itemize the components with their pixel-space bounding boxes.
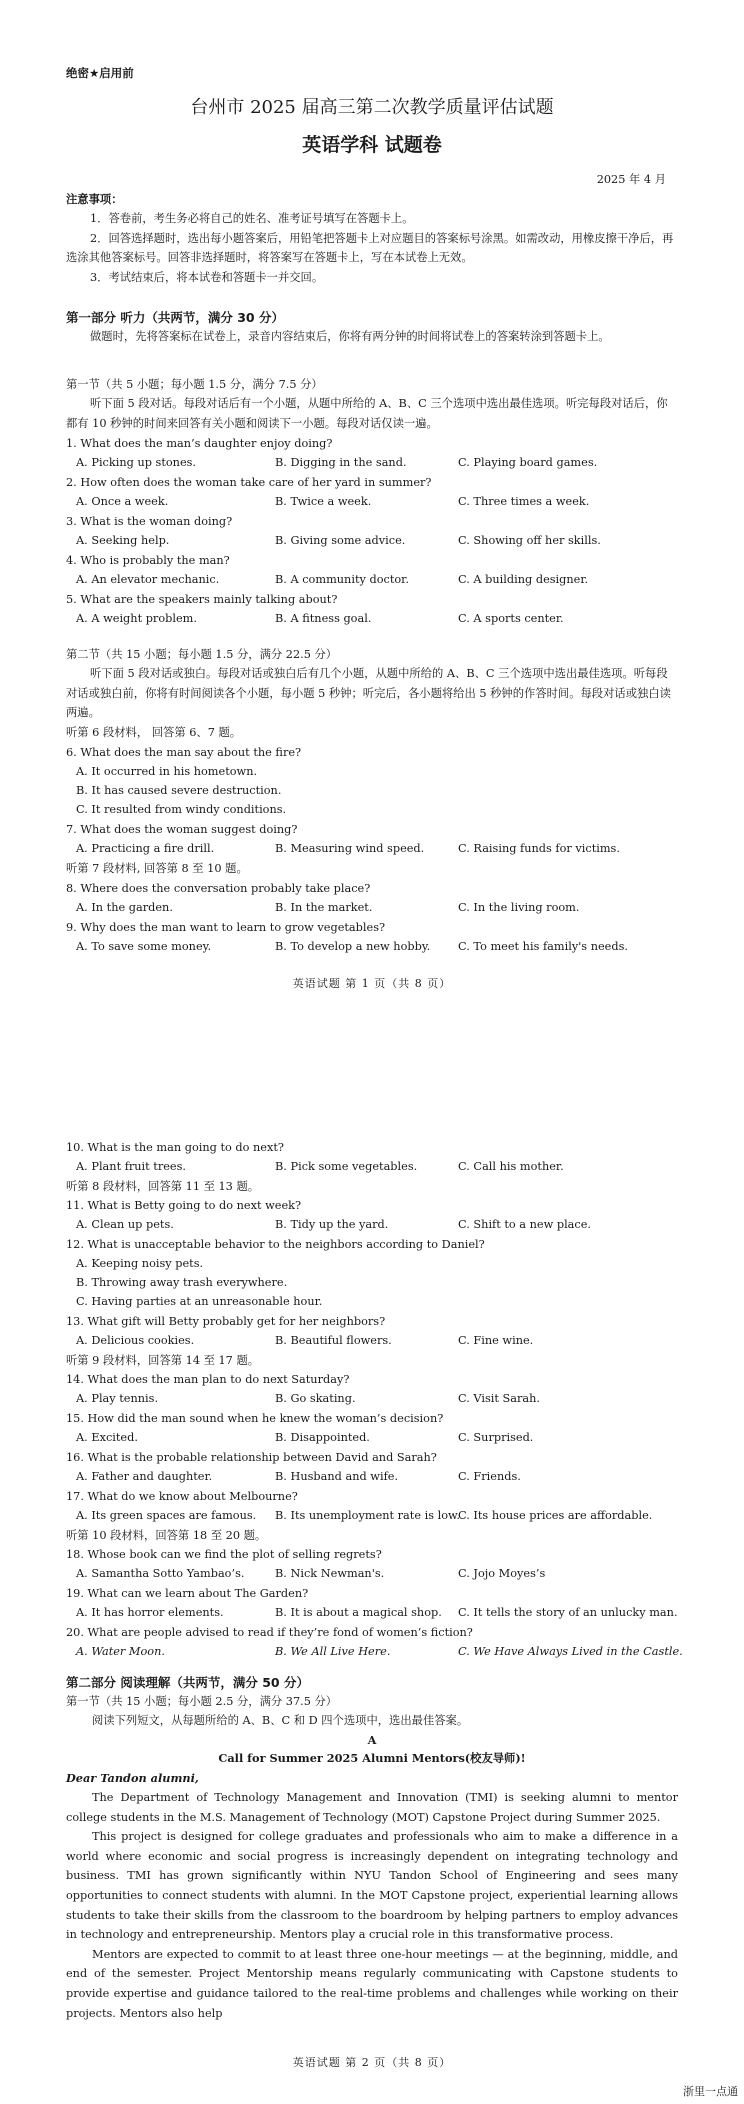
note-item: 1．答卷前，考生务必将自己的姓名、准考证号填写在答题卡上。 — [90, 212, 414, 225]
note-item: 2．回答选择题时，选出每小题答案后，用铅笔把答题卡上对应题目的答案标号涂黑。如需改动，用橡皮擦干净后，再选涂其他答案标号。回答非选择题时，将答案写在答题卡上，写在本试卷上无效。 — [66, 231, 674, 265]
q19-option-c: C. It tells the story of an unlucky man. — [458, 1606, 678, 1619]
q7-option-a: A. Practicing a fire drill. — [76, 842, 215, 855]
q8-option-a: A. In the garden. — [76, 901, 173, 914]
q1-option-b: B. Digging in the sand. — [275, 456, 407, 469]
q9-option-b: B. To develop a new hobby. — [275, 940, 431, 953]
confidential-label: 绝密★启用前 — [66, 66, 134, 80]
material-10-label: 听第 10 段材料，回答第 18 至 20 题。 — [66, 1529, 267, 1542]
q15-option-a: A. Excited. — [76, 1431, 138, 1444]
question-6: 6. What does the man say about the fire? — [66, 746, 302, 759]
q3-option-b: B. Giving some advice. — [275, 534, 406, 547]
q1-option-c: C. Playing board games. — [458, 456, 598, 469]
question-15: 15. How did the man sound when he knew the woman’s decision? — [66, 1412, 444, 1425]
q13-option-a: A. Delicious cookies. — [76, 1334, 195, 1347]
q6-option-c: C. It resulted from windy conditions. — [76, 803, 287, 816]
passage-a-letter: A — [367, 1733, 377, 1747]
question-12: 12. What is unacceptable behavior to the neighbors according to Daniel? — [66, 1238, 485, 1251]
exam-title: 台州市 2025 届高三第二次教学质量评估试题 — [190, 97, 554, 118]
q2-option-c: C. Three times a week. — [458, 495, 590, 508]
question-14: 14. What does the man plan to do next Saturday? — [66, 1373, 350, 1386]
q16-option-c: C. Friends. — [458, 1470, 521, 1483]
passage-paragraph: This project is designed for college graduates and professionals who aim to make a difference in a world where economic and social progress is increasingly dependent on integrating technology and business. TMI has grown significantly within NYU Tandon School of Engineering and sees many opportunities to connect students with alumni. In the MOT Capstone project, experiential learning allows students to take their skills from the classroom to the boardroom by helping partners to employ advances in technology and entrepreneurship. Mentors play a crucial role in this transformative process. — [66, 1830, 678, 1942]
q2-option-b: B. Twice a week. — [275, 495, 372, 508]
q13-option-c: C. Fine wine. — [458, 1334, 534, 1347]
question-11: 11. What is Betty going to do next week? — [66, 1199, 302, 1212]
question-16: 16. What is the probable relationship between David and Sarah? — [66, 1451, 437, 1464]
question-3: 3. What is the woman doing? — [66, 515, 233, 528]
q8-option-b: B. In the market. — [275, 901, 373, 914]
q11-option-a: A. Clean up pets. — [76, 1218, 174, 1231]
question-5: 5. What are the speakers mainly talking about? — [66, 593, 338, 606]
q15-option-c: C. Surprised. — [458, 1431, 534, 1444]
question-17: 17. What do we know about Melbourne? — [66, 1490, 298, 1503]
q6-option-a: A. It occurred in his hometown. — [76, 765, 258, 778]
question-18: 18. Whose book can we find the plot of selling regrets? — [66, 1548, 382, 1561]
q20-option-a: A. Water Moon. — [76, 1645, 165, 1658]
exam-date: 2025 年 4 月 — [596, 173, 666, 186]
exam-subtitle: 英语学科 试题卷 — [302, 134, 442, 156]
section1-instruction: 听下面 5 段对话。每段对话后有一个小题，从题中所给的 A、B、C 三个选项中选出最佳选项。听完每段对话后，你都有 10 秒钟的时间来回答有关小题和阅读下一小题。每段对话仅读一遍。 — [66, 397, 668, 430]
question-20: 20. What are people advised to read if they’re fond of women’s fiction? — [66, 1626, 473, 1639]
q12-option-c: C. Having parties at an unreasonable hour. — [76, 1295, 323, 1308]
part2-instruction: 阅读下列短文，从每题所给的 A、B、C 和 D 四个选项中，选出最佳答案。 — [92, 1714, 469, 1727]
question-9: 9. Why does the man want to learn to grow vegetables? — [66, 921, 386, 934]
q20-option-b: B. We All Live Here. — [275, 1645, 391, 1658]
q14-option-a: A. Play tennis. — [76, 1392, 159, 1405]
q10-option-a: A. Plant fruit trees. — [76, 1160, 186, 1173]
q11-option-b: B. Tidy up the yard. — [275, 1218, 389, 1231]
q5-option-a: A. A weight problem. — [76, 612, 197, 625]
q8-option-c: C. In the living room. — [458, 901, 580, 914]
q19-option-a: A. It has horror elements. — [76, 1606, 224, 1619]
notes-list — [66, 209, 678, 287]
q18-option-c: C. Jojo Moyes’s — [458, 1567, 546, 1580]
passage-paragraph: Mentors are expected to commit to at least three one-hour meetings — at the beginning, middle, and end of the semester. Project Mentorship means regularly communicating with Capstone students to provide expertise and guidance tailored to the real-time problems and challenges while working on their projects. Mentors also help — [66, 1947, 678, 2020]
passage-a-greeting: Dear Tandon alumni, — [66, 1771, 199, 1785]
question-13: 13. What gift will Betty probably get for her neighbors? — [66, 1315, 386, 1328]
question-2: 2. How often does the woman take care of her yard in summer? — [66, 476, 432, 489]
q5-option-c: C. A sports center. — [458, 612, 564, 625]
q12-option-b: B. Throwing away trash everywhere. — [76, 1276, 288, 1289]
q20-option-c: C. We Have Always Lived in the Castle. — [458, 1645, 683, 1658]
passage-a-body — [66, 1788, 678, 2023]
page-2-footer: 英语试题 第 2 页（共 8 页） — [292, 2056, 452, 2069]
q4-option-a: A. An elevator mechanic. — [76, 573, 220, 586]
q10-option-c: C. Call his mother. — [458, 1160, 564, 1173]
material-7-label: 听第 7 段材料, 回答第 8 至 10 题。 — [66, 862, 248, 875]
q17-option-c: C. Its house prices are affordable. — [458, 1509, 653, 1522]
q14-option-c: C. Visit Sarah. — [458, 1392, 541, 1405]
q12-option-a: A. Keeping noisy pets. — [76, 1257, 204, 1270]
q14-option-b: B. Go skating. — [275, 1392, 356, 1405]
material-8-label: 听第 8 段材料，回答第 11 至 13 题。 — [66, 1180, 260, 1193]
part2-section1-heading: 第一节（共 15 小题；每小题 2.5 分，满分 37.5 分） — [66, 1695, 338, 1708]
q9-option-c: C. To meet his family's needs. — [458, 940, 628, 953]
q11-option-c: C. Shift to a new place. — [458, 1218, 592, 1231]
q7-option-c: C. Raising funds for victims. — [458, 842, 620, 855]
q2-option-a: A. Once a week. — [76, 495, 169, 508]
passage-paragraph: The Department of Technology Management and Innovation (TMI) is seeking alumni to mentor college students in the M.S. Management of Technology (MOT) Capstone Project during Summer 2025. — [66, 1791, 678, 1824]
passage-a-title: Call for Summer 2025 Alumni Mentors(校友导师)! — [218, 1751, 526, 1765]
part1-instruction: 做题时，先将答案标在试卷上，录音内容结束后，你将有两分钟的时间将试卷上的答案转涂到答题卡上。 — [90, 330, 610, 343]
q3-option-a: A. Seeking help. — [76, 534, 170, 547]
q6-option-b: B. It has caused severe destruction. — [76, 784, 282, 797]
q3-option-c: C. Showing off her skills. — [458, 534, 601, 547]
question-10: 10. What is the man going to do next? — [66, 1141, 284, 1154]
section2-instruction: 听下面 5 段对话或独白。每段对话或独白后有几个小题，从题中所给的 A、B、C 三个选项中选出最佳选项。听每段对话或独白前，你将有时间阅读各个小题，每小题 5 秒钟；听完后，各小题将给出 5 秒钟的作答时间。每段对话或独白读两遍。 — [66, 667, 671, 720]
question-8: 8. Where does the conversation probably take place? — [66, 882, 371, 895]
q4-option-c: C. A building designer. — [458, 573, 589, 586]
notes-heading: 注意事项： — [66, 193, 123, 206]
q17-option-a: A. Its green spaces are famous. — [76, 1509, 257, 1522]
q1-option-a: A. Picking up stones. — [76, 456, 197, 469]
q7-option-b: B. Measuring wind speed. — [275, 842, 425, 855]
q9-option-a: A. To save some money. — [76, 940, 212, 953]
q16-option-b: B. Husband and wife. — [275, 1470, 399, 1483]
page-1-footer: 英语试题 第 1 页（共 8 页） — [292, 977, 452, 990]
question-4: 4. Who is probably the man? — [66, 554, 230, 567]
q19-option-b: B. It is about a magical shop. — [275, 1606, 442, 1619]
q18-option-a: A. Samantha Sotto Yambao’s. — [76, 1567, 245, 1580]
q10-option-b: B. Pick some vegetables. — [275, 1160, 418, 1173]
material-9-label: 听第 9 段材料，回答第 14 至 17 题。 — [66, 1354, 260, 1367]
section1-heading: 第一节（共 5 小题；每小题 1.5 分，满分 7.5 分） — [66, 378, 323, 391]
note-item: 3．考试结束后，将本试卷和答题卡一并交回。 — [90, 270, 324, 284]
watermark: 浙里一点通 — [683, 2085, 738, 2098]
part1-heading: 第一部分 听力（共两节，满分 30 分） — [66, 310, 284, 325]
q17-option-b: B. Its unemployment rate is low. — [275, 1509, 460, 1522]
q5-option-b: B. A fitness goal. — [275, 612, 372, 625]
q4-option-b: B. A community doctor. — [275, 573, 409, 586]
material-6-label: 听第 6 段材料， 回答第 6、7 题。 — [66, 726, 242, 739]
part2-heading: 第二部分 阅读理解（共两节，满分 50 分） — [66, 1675, 309, 1690]
q18-option-b: B. Nick Newman's. — [275, 1567, 385, 1580]
q13-option-b: B. Beautiful flowers. — [275, 1334, 392, 1347]
q16-option-a: A. Father and daughter. — [76, 1470, 213, 1483]
question-7: 7. What does the woman suggest doing? — [66, 823, 298, 836]
question-1: 1. What does the man’s daughter enjoy doing? — [66, 437, 333, 450]
q15-option-b: B. Disappointed. — [275, 1431, 370, 1444]
question-19: 19. What can we learn about The Garden? — [66, 1587, 309, 1600]
section2-heading: 第二节（共 15 小题；每小题 1.5 分，满分 22.5 分） — [66, 648, 338, 661]
